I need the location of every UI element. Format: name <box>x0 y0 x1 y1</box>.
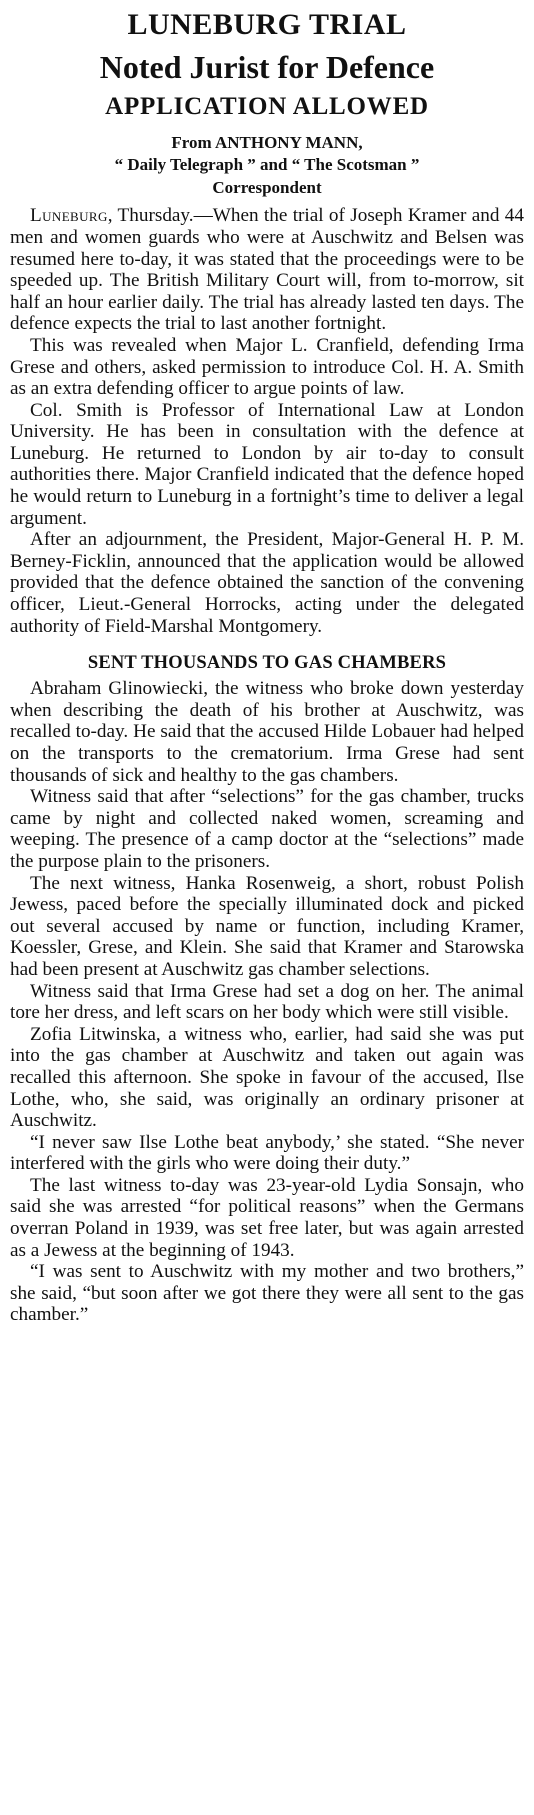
article-body-section-1 <box>10 205 524 637</box>
byline <box>10 132 524 199</box>
article-paragraph: This was revealed when Major L. Cranfield, defending Irma Grese and others, asked permission to introduce Col. H. A. Smith as an extra defending officer to argue points of law. <box>10 334 524 400</box>
headline-secondary: Noted Jurist for Defence <box>99 48 435 85</box>
headline-tertiary: APPLICATION ALLOWED <box>105 93 429 121</box>
article-paragraph: Abraham Glinowiecki, the witness who broke down yesterday when describing the death of his brother at Auschwitz, was recalled to-day. He said that the accused Hilde Lobauer had helped on the transports to the crematorium. Irma Grese had sent thousands of sick and healthy to the gas chambers. <box>10 678 524 786</box>
article-paragraph: “I never saw Ilse Lothe beat anybody,’ she stated. “She never interfered with the girls who were doing their duty.” <box>10 1131 524 1175</box>
article-body-section-2 <box>10 678 524 1326</box>
article-paragraph: “I was sent to Auschwitz with my mother and two brothers,” she said, “but soon after we got there they were all sent to the gas chamber.” <box>10 1261 524 1326</box>
article-paragraph: Col. Smith is Professor of International Law at London University. He has been in consultation with the defence at Luneburg. He returned to London by air to-day to consult authorities there. Major Cranfield indicated that the defence hoped he would return to Luneburg in a fortnight’s time to deliver a legal argument. <box>10 399 524 529</box>
byline-publications: “ Daily Telegraph ” and “ The Scotsman ” <box>114 155 420 175</box>
article-paragraph <box>10 205 524 335</box>
headline-main: LUNEBURG TRIAL <box>127 8 407 41</box>
article-paragraph: Zofia Litwinska, a witness who, earlier, had said she was put into the gas chamber at Auschwitz and taken out again was recalled this afternoon. She spoke in favour of the accused, Ilse Lothe, who, she said, was originally an ordinary prisoner at Auschwitz. <box>10 1023 524 1132</box>
article-paragraph: After an adjournment, the President, Major-General H. P. M. Berney-Ficklin, announced that the application would be allowed provided that the defence obtained the sanction of the convening officer, Lieut.-General Horrocks, acting under the delegated authority of Field-Marshal Montgomery. <box>10 529 524 637</box>
section-subheading: SENT THOUSANDS TO GAS CHAMBERS <box>87 653 447 674</box>
lead-text: , Thursday.—When the trial of Joseph Kramer and 44 men and women guards who were at Auschwitz and Belsen was resumed here to-day, it was stated that the proceedings were to be speeded up. The British Military Court will, from to-morrow, sit half an hour earlier daily. The trial has already lasted ten days. The defence expects the trial to last another fortnight. <box>10 205 524 335</box>
dateline: Luneburg <box>30 205 108 227</box>
byline-author: From ANTHONY MANN, <box>171 133 363 153</box>
article-paragraph: Witness said that Irma Grese had set a dog on her. The animal tore her dress, and left scars on her body which were still visible. <box>10 980 524 1024</box>
article-paragraph: The last witness to-day was 23-year-old Lydia Sonsajn, who said she was arrested “for political reasons” when the Germans overran Poland in 1939, was set free later, but was again arrested as a Jewess at the beginning of 1943. <box>10 1174 524 1261</box>
article-paragraph: The next witness, Hanka Rosenweig, a short, robust Polish Jewess, paced before the specially illuminated dock and picked out several accused by name or function, including Kramer, Koessler, Grese, and Klein. She said that Kramer and Starowska had been present at Auschwitz gas chamber selections. <box>10 872 524 980</box>
article-paragraph: Witness said that after “selections” for the gas chamber, trucks came by night and collected naked women, screaming and weeping. The presence of a camp doctor at the “selections” made the purpose plain to the prisoners. <box>10 786 524 872</box>
byline-role: Correspondent <box>212 177 322 197</box>
